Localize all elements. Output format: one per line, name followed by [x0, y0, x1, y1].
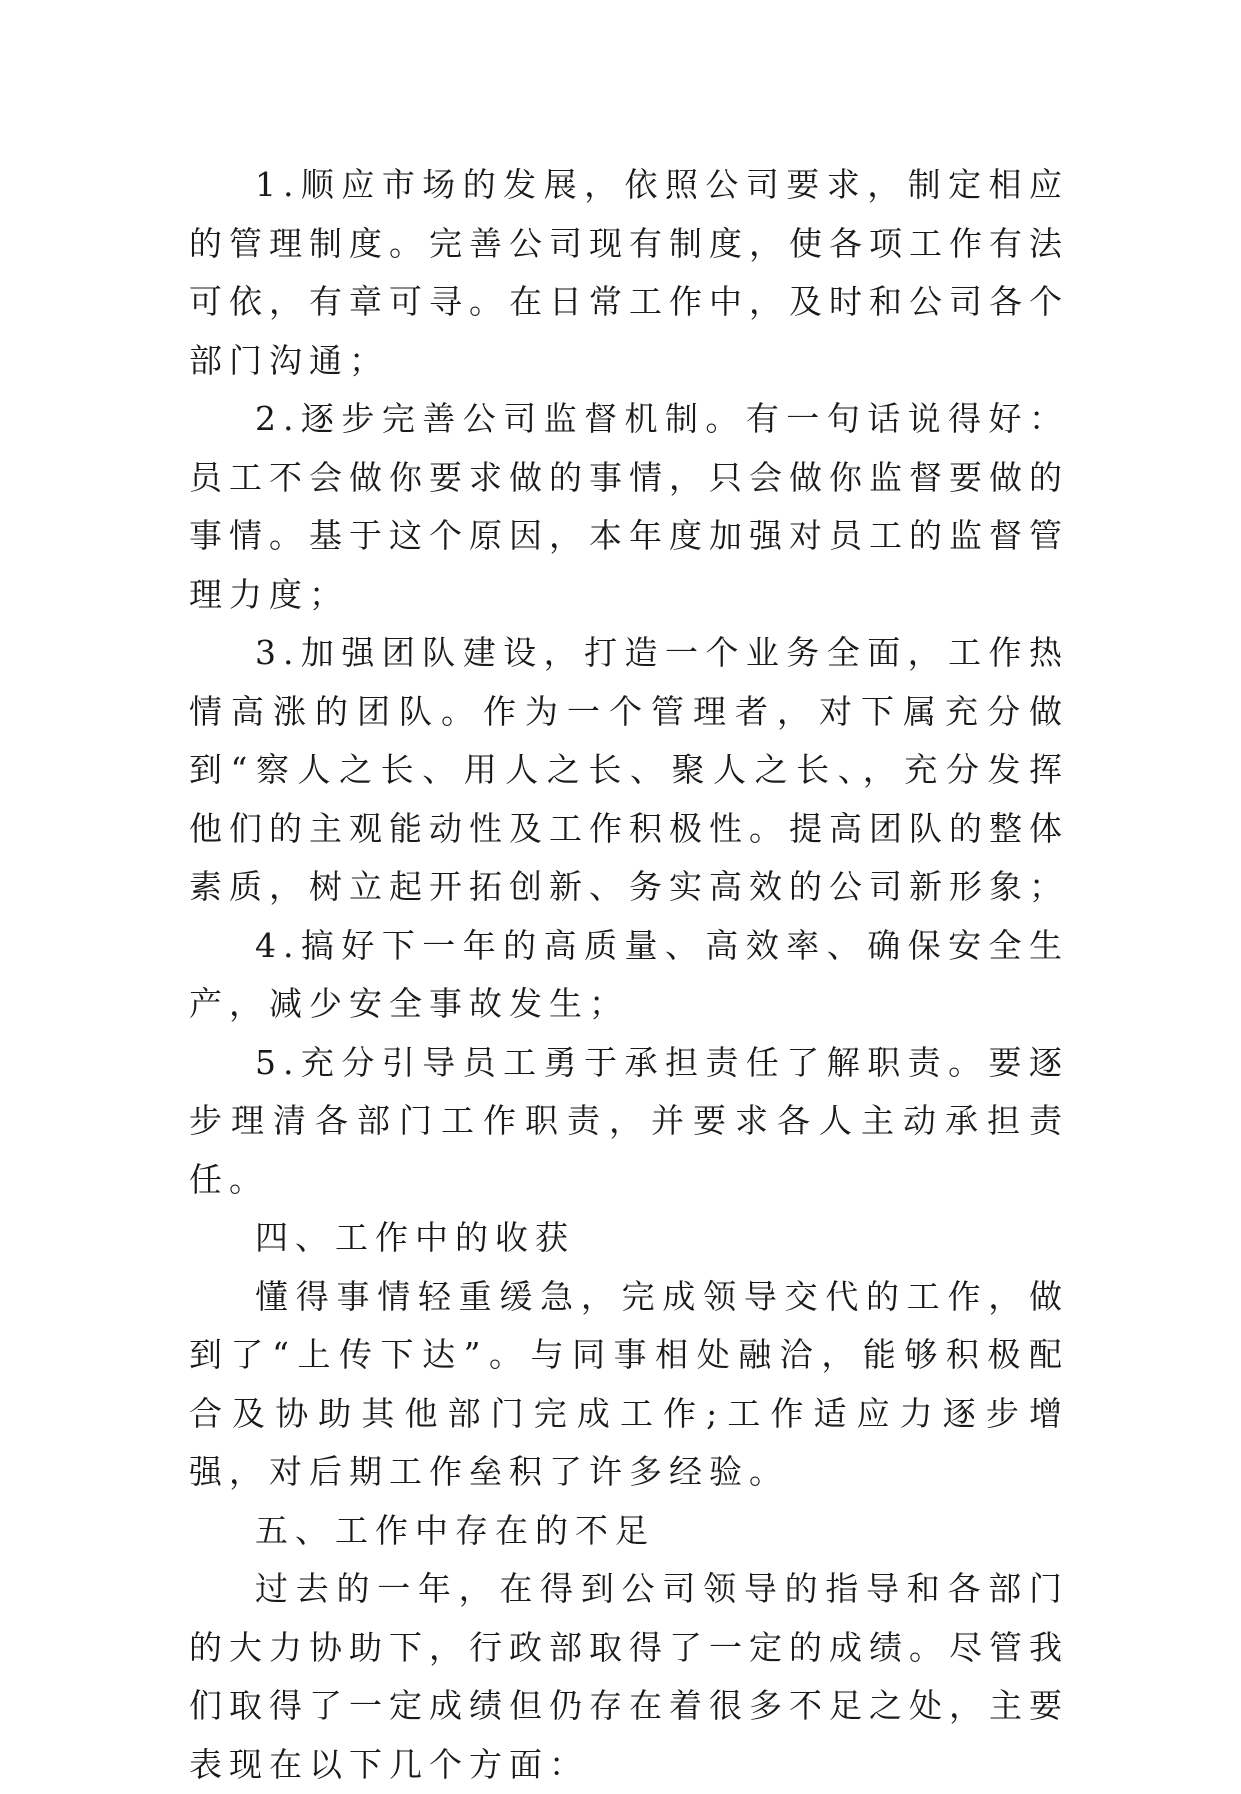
paragraph-gains: 懂得事情轻重缓急，完成领导交代的工作，做到了“上传下达”。与同事相处融洽，能够积极配合及协助其他部门完成工作;工作适应力逐步增强，对后期工作垒积了许多经验。 — [189, 1276, 1069, 1491]
section-heading-shortcomings: 五、工作中存在的不足 — [255, 1510, 655, 1550]
section-heading-gains: 四、工作中的收获 — [255, 1218, 575, 1257]
paragraph-item-5: 5.充分引导员工勇于承担责任了解职责。要逐步理清各部门工作职责，并要求各人主动承担责任。 — [189, 1042, 1069, 1199]
document-body — [189, 156, 1069, 1794]
paragraph-shortcomings: 过去的一年，在得到公司领导的指导和各部门的大力协助下，行政部取得了一定的成绩。尽管我们取得了一定成绩但仍存在着很多不足之处，主要表现在以下几个方面： — [189, 1569, 1069, 1784]
paragraph-item-4: 4.搞好下一年的高质量、高效率、确保安全生产，减少安全事故发生； — [189, 925, 1069, 1023]
paragraph-item-2: 2.逐步完善公司监督机制。有一句话说得好：员工不会做你要求做的事情，只会做你监督要做的事情。基于这个原因，本年度加强对员工的监督管理力度； — [189, 399, 1069, 614]
paragraph-item-3: 3.加强团队建设，打造一个业务全面，工作热情高涨的团队。作为一个管理者，对下属充分做到“察人之长、用人之长、聚人之长、，充分发挥他们的主观能动性及工作积极性。提高团队的整体素质，树立起开拓创新、务实高效的公司新形象； — [189, 633, 1069, 906]
paragraph-item-1: 1.顺应市场的发展，依照公司要求，制定相应的管理制度。完善公司现有制度，使各项工作有法可依，有章可寻。在日常工作中，及时和公司各个部门沟通； — [189, 165, 1069, 380]
